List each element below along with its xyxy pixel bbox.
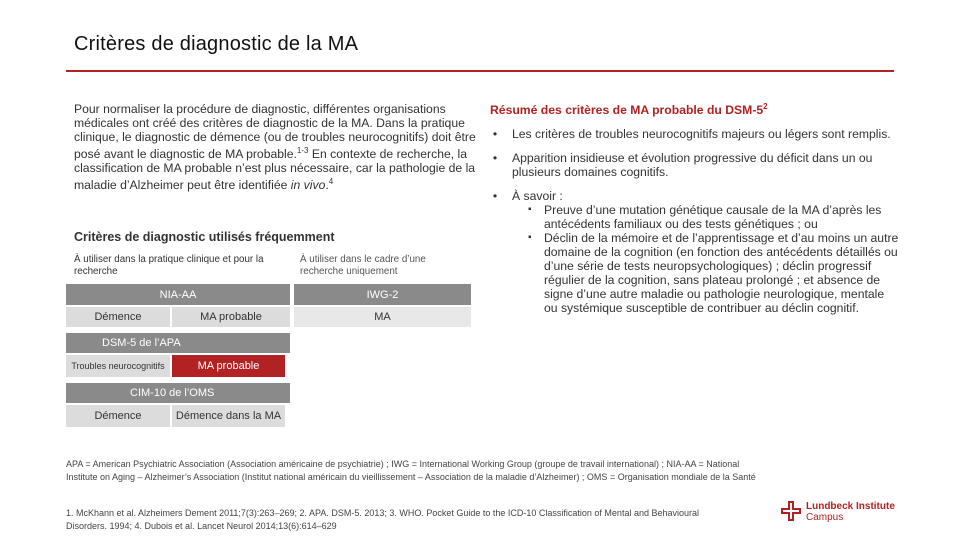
intro-text-3: . [325, 178, 329, 193]
iwg-ad-cell: MA [294, 307, 471, 327]
summary-heading-text: Résumé des critères de MA probable du DSM-5 [490, 103, 764, 118]
clinical-use-label: À utiliser dans la pratique clinique et pour la recherche [74, 254, 264, 277]
nia-aa-band: NIA-AA [66, 284, 290, 305]
sub-bullet-icon: ▪ [528, 232, 532, 243]
summary-subitem-text: Déclin de la mémoire et de l’apprentissage et d’au moins un autre domaine de la cognition (en fonction des antécédents détaillés ou d’une série de tests neuropsychologiques) ; déclin progressif régulier de la cognition, sans plateau prolongé ; et absence de signe d’une autre maladie ou pathologie neurologique, mentale ou systémique susceptible de contribuer au déclin cognitif. [544, 231, 899, 315]
bullet-icon: • [492, 151, 498, 165]
intro-ref-1: 1-3 [296, 146, 309, 155]
references: 1. McKhann et al. Alzheimers Dement 2011;7(3):263–269; 2. APA. DSM-5. 2013; 3. WHO. Pocket Guide to the ICD-10 Classification of Mental and Behavioural Disorders. 1994; 4. Dubois et al. Lancet Neurol 2014;13(6):614–629 [66, 508, 699, 531]
iwg2-band: IWG-2 [294, 284, 471, 305]
dsm5-band: DSM-5 de l’APA [66, 333, 290, 353]
slide-title: Critères de diagnostic de la MA [74, 33, 359, 55]
summary-item-text: À savoir : [512, 189, 563, 203]
dsm-probable-ad-cell: MA probable [172, 355, 285, 377]
logo-text-1: Lundbeck Institute [806, 501, 895, 512]
summary-subitem [490, 231, 900, 315]
lundbeck-logo [780, 497, 900, 525]
cim-dementia-ad-cell: Démence dans la MA [172, 405, 285, 427]
summary-subitem [490, 203, 900, 231]
research-use-label: À utiliser dans le cadre d’une recherche uniquement [300, 254, 426, 277]
bullet-icon: • [492, 127, 498, 141]
summary-subitem-text: Preuve d’une mutation génétique causale de la MA d’après les antécédents familiaux ou des tests génétiques ; ou [544, 203, 882, 231]
nia-dementia-cell: Démence [66, 307, 170, 327]
title-divider [66, 70, 894, 72]
cim10-band: CIM-10 de l’OMS [66, 383, 290, 403]
abbreviations-footnote: APA = American Psychiatric Association (Association américaine de psychiatrie) ; IWG = International Working Group (groupe de travail international) ; NIA-AA = National Institute on Aging – Alzheimer’s Association (Institut national américain du vieillissement – Association de la maladie d’Alzheimer) ; OMS = Organisation mondiale de la Santé [66, 459, 756, 482]
summary-item [490, 189, 900, 315]
summary-list [490, 127, 900, 325]
nia-probable-ad-cell: MA probable [172, 307, 290, 327]
summary-heading [490, 102, 768, 117]
intro-text-2: En contexte de recherche, la classification de MA probable n’est plus nécessaire, car la pathologie de la maladie d’Alzheimer peut être identifiée [74, 147, 476, 193]
intro-ref-2: 4 [328, 177, 334, 187]
summary-item-text: Les critères de troubles neurocognitifs majeurs ou légers sont remplis. [512, 127, 891, 141]
lundbeck-logo-icon [780, 500, 802, 522]
bullet-icon: • [492, 189, 498, 203]
summary-item [490, 151, 900, 179]
intro-paragraph [74, 102, 478, 192]
intro-text-1: Pour normaliser la procédure de diagnostic, différentes organisations médicales ont créé des critères de diagnostic de la MA. Dans la pratique clinique, le diagnostic de démence (ou de troubles neurocognitifs) doit être posé avant le diagnostic de MA probable. [74, 102, 476, 162]
summary-item [490, 127, 900, 141]
criteria-heading: Critères de diagnostic utilisés fréquemment [74, 230, 335, 244]
dsm-ncd-cell: Troubles neurocognitifs [66, 355, 170, 377]
summary-item-text: Apparition insidieuse et évolution progressive du déficit dans un ou plusieurs domaines cognitifs. [512, 151, 873, 179]
logo-text-2: Campus [806, 512, 844, 523]
sub-bullet-icon: ▪ [528, 204, 532, 215]
cim-dementia-cell: Démence [66, 405, 170, 427]
intro-italic: in vivo [290, 178, 326, 193]
summary-heading-ref: 2 [763, 102, 768, 111]
